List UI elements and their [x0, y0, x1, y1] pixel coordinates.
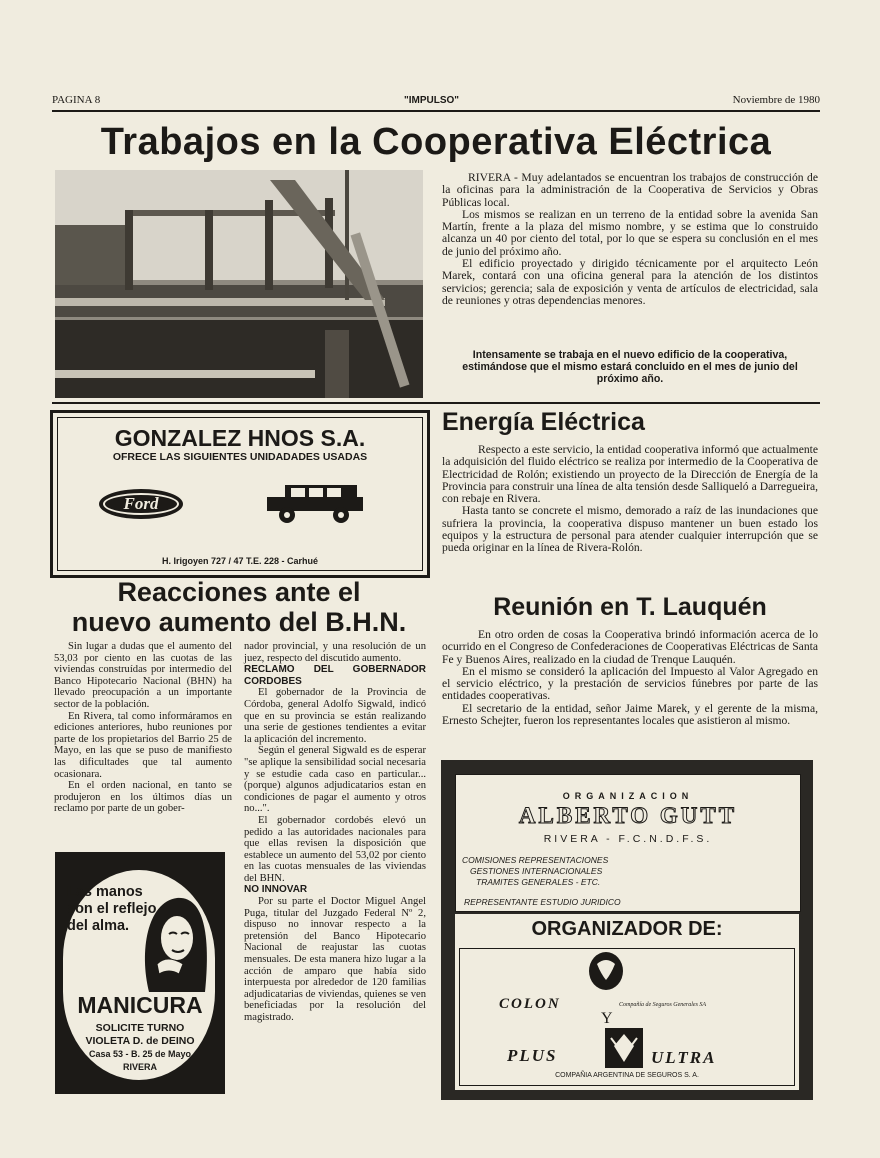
bhn-paragraph: nador provincial, y una resolución de un juez, respecto del discutido aumento.	[244, 641, 426, 664]
gutt-service: TRAMITES GENERALES - ETC.	[476, 877, 601, 887]
bhn-paragraph: Según el general Sigwald es de esperar "se aplique la sensibilidad social necesaria y se estudie cada caso en particular... (porque) algunos adjudicatarios estan en condiciones de pagar el aumento y otros no...".	[244, 745, 426, 815]
slogan-line: son el reflejo	[67, 901, 157, 917]
bhn-headline-line2: nuevo aumento del B.H.N.	[71, 607, 407, 637]
lead-article	[442, 172, 818, 307]
main-headline: Trabajos en la Cooperativa Eléctrica	[100, 121, 772, 163]
reunion-article	[442, 629, 818, 727]
gutt-org: ORGANIZACION	[562, 791, 694, 801]
ford-logo	[99, 489, 183, 519]
gutt-service: COMISIONES REPRESENTACIONES	[462, 855, 609, 865]
colon-subtitle: Compañía de Seguros Generales SA	[619, 1002, 707, 1008]
lead-paragraph: El edificio proyectado y dirigido técnicamente por el arquitecto León Marek, contará con una oficina general para la atención de los distintos servicios; gerencia; sala de exposición y venta de artículos de electricidad, sala de reuniones y otras dependencias menores.	[442, 257, 818, 307]
bhn-paragraph: En el orden nacional, en tanto se produjeron en los últimos días un reclamo por parte de un gober-	[54, 780, 232, 815]
manicura-line: VIOLETA D. de DEINO	[85, 1035, 195, 1047]
pickup-truck-icon	[263, 479, 367, 527]
construction-photo	[55, 170, 423, 398]
slogan-line: Las manos	[67, 884, 143, 900]
bhn-paragraph: Sin lugar a dudas que el aumento del 53,03 por ciento en las cuotas de las viviendas construídas por intermedio del Banco Hipotecario Nacional (BHN) ha llevado preocupación a un importante sector de la población.	[54, 641, 232, 710]
reunion-headline: Reunión en T. Lauquén	[493, 593, 767, 621]
manicura-title: MANICURA	[77, 992, 203, 1018]
gutt-ad	[441, 760, 813, 1100]
ultra-brand: ULTRA	[651, 1048, 717, 1067]
gutt-organizer: ORGANIZADOR DE:	[531, 918, 723, 940]
energia-article	[442, 444, 818, 555]
section-rule	[52, 402, 820, 404]
manicura-line: Casa 53 - B. 25 de Mayo	[88, 1049, 192, 1059]
ultra-subtitle: COMPAÑIA ARGENTINA DE SEGUROS S. A.	[555, 1072, 699, 1079]
bhn-column-2	[244, 641, 426, 1024]
gonzalez-subtitle: OFRECE LAS SIGUIENTES UNIDADADES USADAS	[112, 451, 368, 463]
and-connector: Y	[601, 1010, 613, 1027]
colon-emblem-icon	[587, 950, 625, 992]
bhn-column-1	[54, 641, 232, 815]
manicura-line: RIVERA	[122, 1062, 157, 1072]
colon-brand: COLON	[499, 996, 561, 1012]
gonzalez-name: GONZALEZ HNOS S.A.	[114, 425, 366, 451]
plus-ultra-emblem-icon	[605, 1028, 643, 1068]
energia-paragraph: Respecto a este servicio, la entidad cooperativa informó que actualmente la adquisición del fluido eléctrico se realiza por intermedio de la Cooperativa de Electricidad de Rolón; existiendo un proyecto de la Dirección de Energía de la Provincia para construir una línea de alta tensión desde Salliqueló a Darregueira, con rebaje en Rivera.	[442, 443, 818, 506]
lead-paragraph: Los mismos se realizan en un terreno de la entidad sobre la avenida San Martín, frente a la plaza del mismo nombre, y se estima que lo construido alcanza un 40 por ciento del total, por lo que se espera su conclusión en el mes de junio del próximo año.	[442, 207, 818, 258]
gutt-legal: REPRESENTANTE ESTUDIO JURIDICO	[464, 897, 621, 907]
reunion-paragraph: En el mismo se consideró la aplicación del Impuesto al Valor Agregado en el servicio eléctrico, y la prestación de servicios fúnebres por parte de las entidades cooperativas.	[442, 664, 818, 703]
manicura-ad	[55, 852, 225, 1094]
gonzalez-address: H. Irigoyen 727 / 47 T.E. 228 - Carhué	[161, 556, 319, 566]
bhn-paragraph: Por su parte el Doctor Miguel Angel Puga, titular del Juzgado Federal Nº 2, dispuso no innovar respecto a la pretensión del Banco Hipotecario Nacional de reajustar las cuotas mensuales. De esta manera hizo lugar a la acción de amparo que había sido interpuesta por alrededor de 120 familias adjudicatarias de viviendas, quienes se ven beneficiadas por la resolución del magistrado.	[244, 896, 426, 1023]
header-rule	[52, 110, 820, 112]
manicura-line: SOLICITE TURNO	[95, 1022, 185, 1034]
energia-headline: Energía Eléctrica	[442, 408, 645, 436]
bhn-headline-line1: Reacciones ante el	[117, 577, 361, 607]
bhn-headline	[50, 577, 428, 637]
ford-brand: Ford	[123, 494, 159, 513]
lead-paragraph: RIVERA - Muy adelantados se encuentran los trabajos de construcción de la oficinas para la administración de la Cooperativa de Servicios y Obras Públicas local.	[442, 171, 818, 209]
slogan-line: del alma.	[67, 918, 130, 934]
manicura-details	[55, 1022, 225, 1074]
manicura-slogan	[67, 884, 156, 935]
gutt-lower-panel	[455, 914, 799, 1090]
issue-date: Noviembre de 1980	[732, 94, 820, 106]
reunion-paragraph: En otro orden de cosas la Cooperativa brindó información acerca de lo ocurrido en el Congreso de Confederaciones de Cooperativas Eléctricas de Santa Fe y Buenos Aires, realizado en la ciudad de Trenque Lauquén.	[442, 628, 818, 666]
bhn-paragraph: El gobernador cordobés elevó un pedido a las autoridades nacionales para que ellas revisen la disposición que establece un aumento del 53,02 por ciento en las cuotas mensuales de las viviendas del BHN.	[244, 814, 426, 884]
gutt-service: GESTIONES INTERNACIONALES	[470, 866, 603, 876]
bhn-subhead: RECLAMO DEL GOBERNADOR CORDOBES	[244, 664, 426, 687]
plus-brand: PLUS	[507, 1046, 558, 1065]
reunion-paragraph: El secretario de la entidad, señor Jaime Marek, y el gerente de la misma, Ernesto Schejter, fueron los representantes locales que asistieron al mismo.	[442, 701, 818, 728]
gutt-name: ALBERTO GUTT	[518, 803, 738, 828]
gutt-upper-panel	[455, 774, 801, 912]
bhn-paragraph: El gobernador de la Provincia de Córdoba, general Adolfo Sigwald, indicó que en su provincia se están realizando una serie de gestiones tendientes a evitar la aplicación del incremento.	[244, 687, 426, 745]
gonzalez-ad	[50, 410, 430, 578]
bhn-subhead: NO INNOVAR	[244, 884, 308, 896]
newspaper-name: "IMPULSO"	[404, 95, 460, 106]
bhn-paragraph: En Rivera, tal como informáramos en ediciones anteriores, hubo reuniones por parte de los propietarios del Barrio 25 de Mayo, en las que se puso de manifiesto las dificultades que tal aumento ocasionara.	[54, 710, 232, 780]
energia-paragraph: Hasta tanto se concrete el mismo, demorado a raíz de las inundaciones que sufriera la provincia, la cooperativa dispuso mantener un buen estado los equipos y la estructura de personal para atender cualquier interrupción que se pueda originar en la línea de Rivera-Rolón.	[442, 504, 818, 555]
gutt-place: RIVERA - F.C.N.D.F.S.	[543, 833, 713, 845]
photo-caption: Intensamente se trabaja en el nuevo edificio de la cooperativa, estimándose que el mismo estará concluido en el mes de junio del próximo año.	[462, 349, 798, 385]
gutt-services	[462, 855, 608, 888]
page-number: PAGINA 8	[52, 94, 101, 106]
